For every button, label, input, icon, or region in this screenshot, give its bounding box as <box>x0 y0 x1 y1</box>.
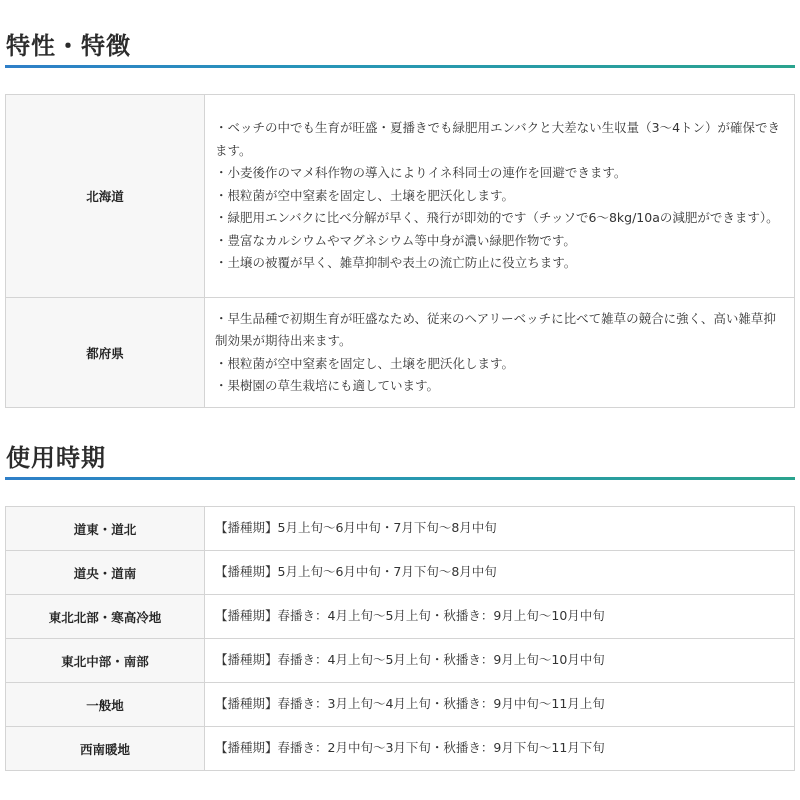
feature-line: ・豊富なカルシウムやマグネシウム等中身が濃い緑肥作物です。 <box>215 232 576 248</box>
table-row <box>6 639 795 683</box>
sowing-period: 【播種期】5月上旬～6月中旬・7月下旬～8月中旬 <box>205 507 795 551</box>
region-label: 道東・道北 <box>6 507 205 551</box>
feature-line: ・小麦後作のマメ科作物の導入によりイネ科同士の連作を回避できます。 <box>215 165 627 181</box>
features-cell <box>205 95 795 298</box>
feature-line: ・果樹園の草生栽培にも適しています。 <box>215 378 440 393</box>
usage-period-table <box>5 506 795 771</box>
region-label: 一般地 <box>6 683 205 727</box>
feature-line: ・土壌の被覆が早く、雑草抑制や表土の流亡防止に役立ちます。 <box>215 255 577 271</box>
table-row <box>6 595 795 639</box>
sowing-period: 【播種期】春播き：4月上旬～5月上旬・秋播き：9月上旬～10月中旬 <box>205 595 795 639</box>
table-row <box>6 727 795 771</box>
feature-line: ・根粒菌が空中窒素を固定し、土壌を肥沃化します。 <box>215 187 515 203</box>
region-label: 都府県 <box>6 298 205 408</box>
region-label: 道央・道南 <box>6 551 205 595</box>
table-row <box>6 507 795 551</box>
table-row <box>6 551 795 595</box>
sowing-period: 【播種期】春播き：3月上旬～4月上旬・秋播き：9月中旬～11月上旬 <box>205 683 795 727</box>
feature-line: ・緑肥用エンバクに比べ分解が早く、飛行が即効的です（チッソで6～8kg/10aの減肥ができます）。 <box>215 210 779 226</box>
feature-line: ・根粒菌が空中窒素を固定し、土壌を肥沃化します。 <box>215 355 515 371</box>
title-underline <box>5 477 795 480</box>
region-label: 東北北部・寒高冷地 <box>6 595 205 639</box>
title-underline <box>5 65 795 68</box>
features-cell <box>205 298 795 408</box>
region-label: 西南暖地 <box>6 727 205 771</box>
feature-line: ・早生品種で初期生育が旺盛なため、従来のヘアリーベッチに比べて雑草の競合に強く、高い雑草抑制効果が期待出来ます。 <box>215 310 776 348</box>
table-row <box>6 298 795 408</box>
sowing-period: 【播種期】春播き：2月中旬～3月下旬・秋播き：9月下旬～11月下旬 <box>205 727 795 771</box>
section-title-usage-period: 使用時期 <box>6 444 106 472</box>
feature-line: ・ベッチの中でも生育が旺盛・夏播きでも緑肥用エンバクと大差ない生収量（3～4トン）が確保できます。 <box>215 120 781 158</box>
sowing-period: 【播種期】5月上旬～6月中旬・7月下旬～8月中旬 <box>205 551 795 595</box>
sowing-period: 【播種期】春播き：4月上旬～5月上旬・秋播き：9月上旬～10月中旬 <box>205 639 795 683</box>
table-row <box>6 683 795 727</box>
table-row <box>6 95 795 298</box>
region-label: 東北中部・南部 <box>6 639 205 683</box>
section-title-features: 特性・特徴 <box>6 32 131 60</box>
region-label: 北海道 <box>6 95 205 298</box>
features-table <box>5 94 795 408</box>
